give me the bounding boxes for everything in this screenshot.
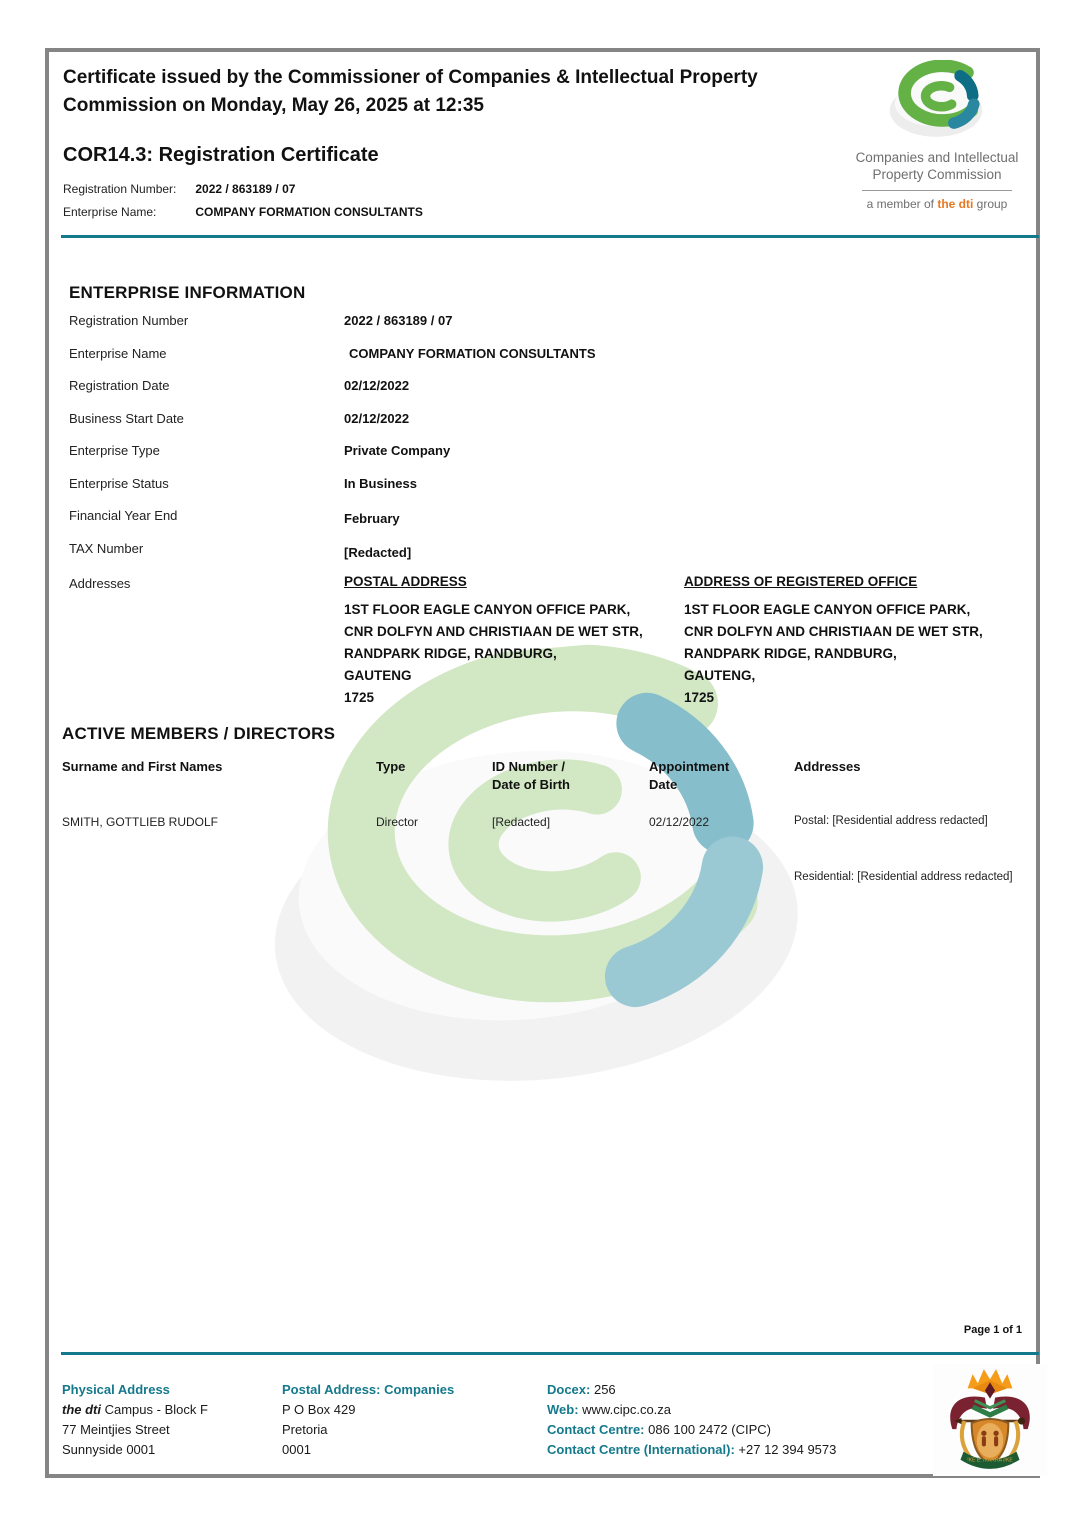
physical-line1 (62, 1400, 272, 1420)
postal-line1: P O Box 429 (282, 1402, 356, 1417)
coat-of-arms-box (933, 1364, 1047, 1476)
info-row-enterprise-type (69, 443, 1029, 476)
row-value: [Redacted] (344, 544, 412, 560)
form-title: COR14.3: Registration Certificate (63, 144, 379, 166)
col-header-appointment: Appointment Date (649, 759, 730, 792)
row-value: Private Company (344, 443, 451, 458)
addresses-label: Addresses (69, 576, 131, 591)
sa-coat-of-arms-icon (933, 1364, 1047, 1476)
registered-line: CNR DOLFYN AND CHRISTIAAN DE WET STR, (684, 624, 983, 639)
logo-org-line2: Property Commission (872, 167, 1002, 182)
row-value: February (344, 511, 400, 526)
active-members-heading: ACTIVE MEMBERS / DIRECTORS (62, 724, 336, 743)
registration-number-label: Registration Number: (63, 182, 177, 196)
registered-line: RANDPARK RIDGE, RANDBURG, (684, 646, 897, 661)
header-enterprise-name (63, 205, 423, 219)
enterprise-name-value: COMPANY FORMATION CONSULTANTS (195, 205, 423, 219)
info-row-financial-year-end (69, 508, 1029, 541)
postal-line: 1725 (344, 690, 375, 705)
postal-line: RANDPARK RIDGE, RANDBURG, (344, 646, 557, 661)
footer-postal-address (282, 1380, 502, 1460)
postal-line2: Pretoria (282, 1422, 328, 1437)
row-value: In Business (344, 475, 417, 491)
row-label: Business Start Date (69, 410, 184, 426)
director-postal-address: Postal: [Residential address redacted] (794, 815, 988, 827)
registered-office-heading: ADDRESS OF REGISTERED OFFICE (684, 574, 918, 589)
contact-value: +27 12 394 9573 (734, 1442, 837, 1457)
postal-line: GAUTENG (344, 668, 412, 683)
row-label: Registration Date (69, 378, 170, 393)
row-label: Financial Year End (69, 508, 178, 523)
registered-line: 1ST FLOOR EAGLE CANYON OFFICE PARK, (684, 602, 971, 617)
row-value: 02/12/2022 (344, 378, 410, 393)
postal-line: 1ST FLOOR EAGLE CANYON OFFICE PARK, (344, 602, 631, 617)
contact-docex (547, 1380, 907, 1400)
row-value: COMPANY FORMATION CONSULTANTS (349, 345, 596, 361)
footer-physical-address (62, 1380, 272, 1460)
physical-line3: Sunnyside 0001 (62, 1442, 156, 1457)
director-name: SMITH, GOTTLIEB RUDOLF (62, 815, 219, 829)
contact-centre-international (547, 1440, 907, 1460)
postal-address-title: Postal Address: Companies (282, 1382, 455, 1397)
director-id: [Redacted] (492, 815, 551, 829)
col-header-id: ID Number / Date of Birth (492, 759, 570, 792)
registration-number-value: 2022 / 863189 / 07 (195, 182, 296, 196)
logo-divider (862, 190, 1012, 191)
contact-label: Contact Centre (International): (547, 1442, 735, 1457)
registered-line: 1725 (684, 690, 715, 705)
info-row-enterprise-status (69, 476, 1029, 509)
info-row-registration-date (69, 378, 1029, 411)
cipc-logo (837, 60, 1037, 211)
contact-label: Docex: (547, 1382, 591, 1397)
physical-address-title: Physical Address (62, 1382, 170, 1397)
info-row-business-start-date (69, 411, 1029, 444)
col-header-name: Surname and First Names (62, 759, 223, 774)
contact-value: 086 100 2472 (CIPC) (644, 1422, 771, 1437)
registered-line: GAUTENG, (684, 668, 756, 683)
issued-statement: Certificate issued by the Commissioner of Companies & Intellectual Property Commission on Monday, May 26, 2025 at 12:35 (63, 67, 758, 116)
contact-value: 256 (590, 1382, 616, 1397)
registered-office-column (684, 574, 1014, 709)
enterprise-information-heading: ENTERPRISE INFORMATION (69, 283, 306, 302)
row-label: TAX Number (69, 540, 144, 556)
physical-line2: 77 Meintjies Street (62, 1422, 170, 1437)
contact-centre (547, 1420, 907, 1440)
member-prefix: a member of (866, 197, 938, 211)
header-rule (61, 235, 1039, 238)
logo-member-line (837, 197, 1037, 211)
dti-brand: the dti (62, 1402, 101, 1417)
enterprise-name-label: Enterprise Name: (63, 205, 157, 219)
director-appointment-date: 02/12/2022 (649, 815, 710, 829)
enterprise-information-rows (69, 313, 1029, 573)
director-type: Director (376, 815, 419, 829)
postal-line3: 0001 (282, 1442, 311, 1457)
col-header-type: Type (376, 759, 406, 774)
row-label: Enterprise Status (69, 475, 169, 491)
info-row-enterprise-name (69, 346, 1029, 379)
physical-line1-rest: Campus - Block F (101, 1402, 208, 1417)
dti-brand: the dti (937, 197, 974, 211)
contact-label: Web: (547, 1402, 579, 1417)
certificate-page (45, 48, 1040, 1478)
row-label: Enterprise Type (69, 443, 160, 458)
contact-label: Contact Centre: (547, 1422, 645, 1437)
logo-org-line1: Companies and Intellectual (855, 150, 1019, 165)
header-registration-number (63, 182, 295, 196)
member-suffix: group (973, 197, 1008, 211)
contact-value: www.cipc.co.za (578, 1402, 672, 1417)
cipc-spiral-icon (883, 60, 991, 142)
coat-motto-text: !KE E: /XARRA //KE (967, 1457, 1013, 1464)
row-value: 2022 / 863189 / 07 (344, 313, 453, 328)
footer-rule (61, 1352, 1039, 1355)
row-value: 02/12/2022 (344, 410, 410, 426)
info-row-registration-number (69, 313, 1029, 346)
contact-web (547, 1400, 907, 1420)
row-label: Registration Number (69, 313, 189, 328)
col-header-addresses: Addresses (794, 759, 861, 774)
page-indicator: Page 1 of 1 (963, 1324, 1022, 1336)
postal-line: CNR DOLFYN AND CHRISTIAAN DE WET STR, (344, 624, 643, 639)
postal-address-column (344, 574, 674, 709)
director-residential-address: Residential: [Residential address redacted] (794, 871, 1013, 883)
footer-contact (547, 1380, 907, 1460)
row-label: Enterprise Name (69, 345, 167, 361)
info-row-tax-number (69, 541, 1029, 574)
postal-address-heading: POSTAL ADDRESS (344, 574, 467, 589)
